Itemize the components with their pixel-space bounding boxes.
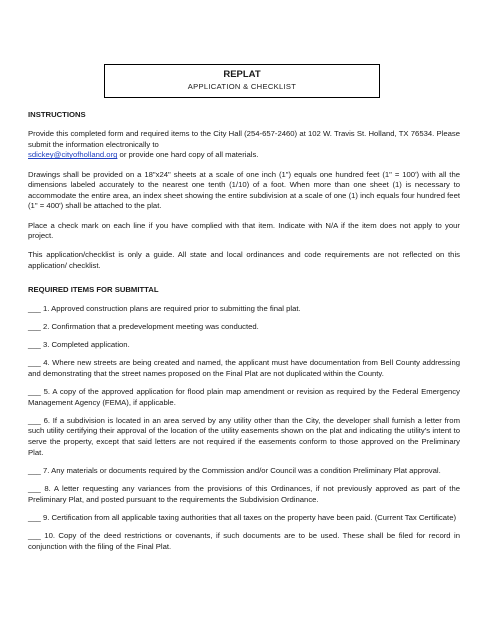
checklist-item-4[interactable]: ___ 4. Where new streets are being created and named, the applicant must have documentation from Bell County addressing and demonstrating that the street names proposed on the Final Plat are not duplicated within the County. [28,358,460,378]
instructions-paragraph-guide: This application/checklist is only a guide. All state and local ordinances and code requirements are not reflected on this application/ checklist. [28,250,460,270]
checklist-item-2[interactable]: ___ 2. Confirmation that a predevelopment meeting was conducted. [28,321,259,331]
contact-text-end: or provide one hard copy of all materials. [117,150,259,160]
checklist-item-3[interactable]: ___ 3. Completed application. [28,340,130,350]
checklist-item-10[interactable]: ___ 10. Copy of the deed restrictions or covenants, if such documents are to be used. These shall be filed for record in conjunction with the filing of the Final Plat. [28,530,460,551]
checklist-item-5[interactable]: ___ 5. A copy of the approved application for flood plain map amendment or revision as required by the Federal Emergency Management Agency (FEMA), if applicable. [28,387,460,407]
email-link[interactable]: sdickey@cityofholland.org [28,150,118,160]
checklist-item-7[interactable]: ___ 7. Any materials or documents required by the Commission and/or Council was a condition Preliminary Plat approval. [28,465,441,475]
document-subtitle: APPLICATION & CHECKLIST [187,82,297,91]
required-items-heading: REQUIRED ITEMS FOR SUBMITTAL [28,284,159,294]
document-title: REPLAT [223,69,261,80]
instructions-paragraph-drawings: Drawings shall be provided on a 18"x24" sheets at a scale of one inch (1") equals one hundred feet (1" = 100') with all the dimensions labeled accurately to the nearest one tenth (1/10) of a foot. When more than one sheet (1) is necessary to accommodate the entire area, an index sheet showing the entire subdivision at a scale of one (1) inch equals four hundred feet (1" = 400') shall be attached to the plat. [28,169,460,211]
checklist-item-1[interactable]: ___ 1. Approved construction plans are required prior to submitting the final plat. [28,303,301,313]
document-body [28,110,460,552]
title-box [104,64,380,98]
checklist-item-9[interactable]: ___ 9. Certification from all applicable taxing authorities that all taxes on the property have been paid. (Current Tax Certificate) [28,512,457,522]
instructions-paragraph-checkmark: Place a check mark on each line if you have complied with that item. Indicate with N/A if the item does not apply to your project. [28,220,460,241]
instructions-paragraph-contact [28,129,460,161]
instructions-heading: INSTRUCTIONS [28,110,86,119]
checklist-item-8[interactable]: ___ 8. A letter requesting any variances from the provisions of this Ordinances, if not previously approved as part of the Preliminary Plat, and posted pursuant to the requirements the Subdivision Ordinance. [28,483,460,504]
contact-text: Provide this completed form and required items to the City Hall (254-657-2460) at 102 W. Travis St. Holland, TX 76534. Please submit the information electronically to [28,129,460,149]
checklist-item-6[interactable]: ___ 6. If a subdivision is located in an area served by any utility other than the City, the developer shall furnish a letter from such utility certifying their approval of the location of the utility easements shown on the plat and indicating the utility's intent to serve the property, except that said letters are not required if the easements conform to those approved on the Preliminary Plat. [28,415,460,457]
